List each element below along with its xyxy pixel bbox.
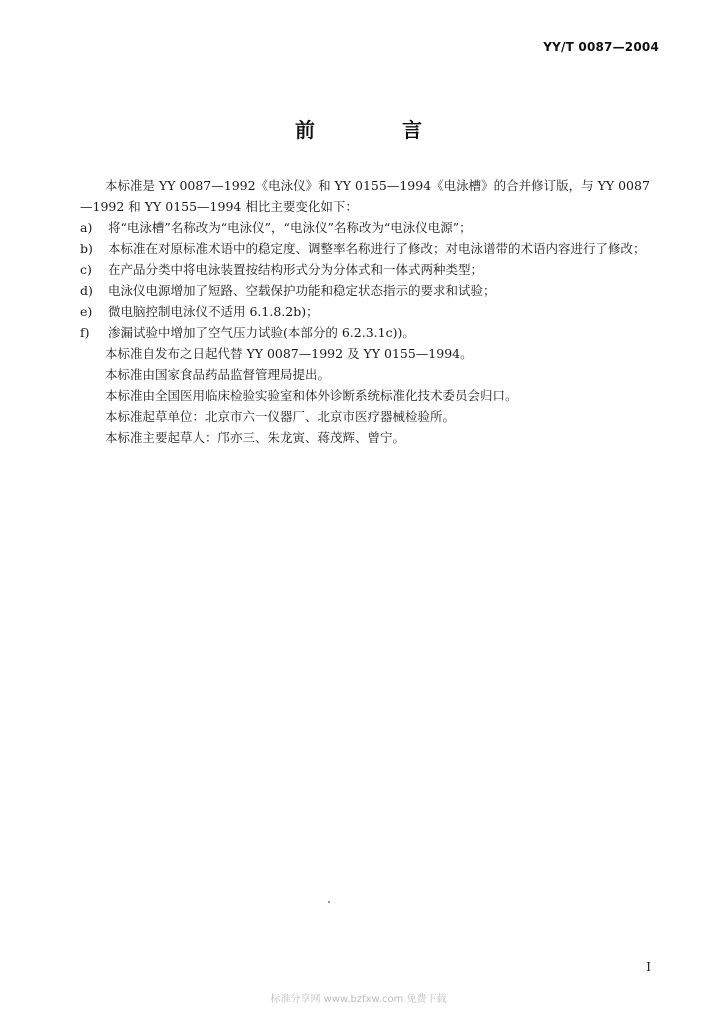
page-title: 前 言 [295, 118, 462, 142]
list-item-label: c) [80, 262, 92, 277]
list-item-e [80, 301, 660, 322]
list-item-text: 渗漏试验中增加了空气压力试验(本部分的 6.2.3.1c))。 [108, 325, 415, 340]
replacement-statement: 本标准自发布之日起代替 YY 0087—1992 及 YY 0155—1994。 [105, 346, 473, 361]
list-item-c [80, 259, 660, 280]
list-item-text: 本标准在对原标准术语中的稳定度、调整率名称进行了修改；对电泳谱带的术语内容进行了修改； [108, 241, 646, 256]
footer-watermark: 标准分享网 www.bzfxw.com 免费下载 [270, 994, 447, 1005]
list-item-label: f) [80, 325, 90, 340]
list-item-text: 微电脑控制电泳仪不适用 6.1.8.2b)； [108, 304, 319, 319]
list-item-text: 将“电泳槽”名称改为“电泳仪”，“电泳仪”名称改为“电泳仪电源”； [108, 220, 472, 235]
list-item-b [80, 238, 660, 259]
list-item-text: 在产品分类中将电泳装置按结构形式分为分体式和一体式两种类型； [108, 262, 484, 277]
list-item-text: 电泳仪电源增加了短路、空载保护功能和稳定状态指示的要求和试验； [108, 283, 496, 298]
list-item-d [80, 280, 660, 301]
document-code: YY/T 0087—2004 [543, 40, 659, 54]
scan-artifact-dot [328, 901, 330, 903]
list-item-label: b) [80, 241, 93, 256]
page-number: I [646, 960, 651, 974]
list-item-label: a) [80, 220, 93, 235]
drafting-units-statement: 本标准起草单位：北京市六一仪器厂、北京市医疗器械检验所。 [105, 409, 456, 424]
committee-statement: 本标准由全国医用临床检验实验室和体外诊断系统标准化技术委员会归口。 [105, 388, 518, 403]
proposer-statement: 本标准由国家食品药品监督管理局提出。 [105, 367, 331, 382]
document-body [80, 175, 660, 448]
drafters-statement: 本标准主要起草人：邝亦三、朱龙寅、蒋茂辉、曾宁。 [105, 430, 406, 445]
list-item-label: e) [80, 304, 93, 319]
list-item-f [80, 322, 660, 343]
list-item-label: d) [80, 283, 93, 298]
intro-paragraph: 本标准是 YY 0087—1992《电泳仪》和 YY 0155—1994《电泳槽》的合并修订版，与 YY 0087—1992 和 YY 0155—1994 相比主要变化如下： [80, 178, 650, 214]
list-item-a [80, 217, 660, 238]
